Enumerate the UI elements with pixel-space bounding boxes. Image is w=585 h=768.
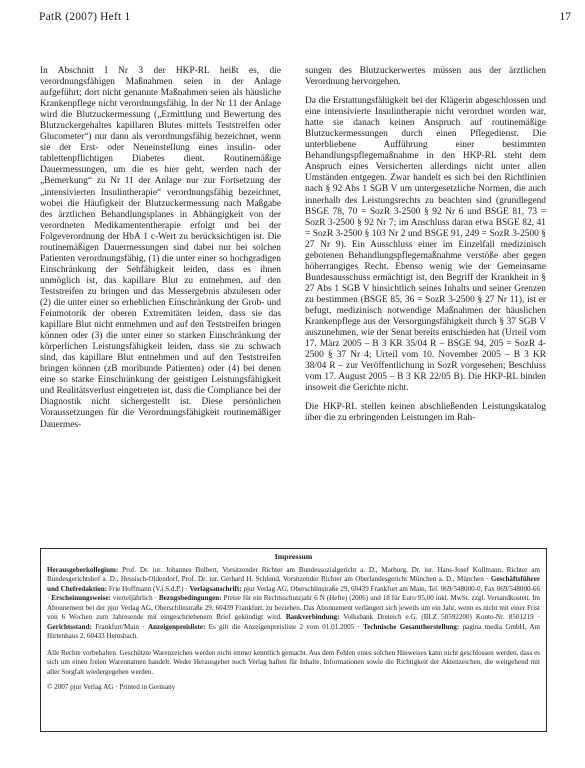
running-header-journal: PatR (2007) Heft 1 xyxy=(39,11,131,23)
imprint-text-ads: Es gilt die Anzeigenpreisliste 2 vom 01.01.2005 · xyxy=(205,622,364,631)
imprint-text-production: pagina media GmbH, Am Hirtenhaus 2, 60433 Hemsbach. xyxy=(47,622,540,641)
imprint-text-terms: Preise für ein Rechtsschutzjahr 6 N (Hefte) (2006) und 18 für Euro 95,00 inkl. MwSt. zzgl. Versandkosten. Im Abonnement bei der pjur Verlag AG, Oberschlinstraße 29, 60439 Frankfurt, zu beziehen. Das Abonnement verlängert sich jeweils um ein Jahr, wenn es nicht mit einer Frist von 6 Wochen zum Jahresende mit eingeschriebenem Brief gekündigt wird. xyxy=(47,594,541,622)
imprint-text-publisher: pjur Verlag AG, Oberschlinstraße 29, 60439 Frankfurt am Main, Tel. 069/548000-0, Fax 069/548000-66 · xyxy=(47,584,541,603)
imprint-details xyxy=(47,566,540,642)
imprint-label-publisher: Verlagsanschrift: xyxy=(189,584,242,593)
imprint-text-office: Frie Hoffmann (V.i.S.d.P.) · xyxy=(107,584,190,593)
imprint-label-ads: Anzeigenpreisliste: xyxy=(147,622,206,631)
imprint-text-editors: Prof. Dr. iur. Johannes Bulbert, Vorsitzender Richter am Bundessozialgericht a. D., Marburg, Dr. iur. Hans-Josef Kollmann, Richter am Bundesgerichtshof a. D., Hessisch-Oldendorf, Prof. Dr. iur. Gerhard H. Schlund, Vorsitzender Richter am Oberlandesgericht München a. D., München · xyxy=(47,566,540,584)
imprint-title: Impressum xyxy=(274,552,313,561)
right-text-column xyxy=(305,66,546,424)
imprint-label-court: Gerichtsstand: xyxy=(47,622,92,631)
imprint-box xyxy=(40,548,547,732)
body-paragraph: sungen des Blutzuckerwertes müssen aus der ärztlichen Verordnung hervorgehen. xyxy=(305,66,546,88)
imprint-copyright: © 2007 pjur Verlag AG · Printed in Germany xyxy=(47,682,176,691)
imprint-label-production: Technische Gesamtherstellung: xyxy=(363,622,460,631)
body-paragraph: Da die Erstattungsfähigkeit bei der Klägerin abgeschlossen und eine intensivierte Insulintherapie nicht verordnet worden war, hatte sie danach keinen Anspruch auf routinemäßige Blutzuckermessungen durch einen Pflegedienst. Die unterbliebene Aufführung einer bestimmten Behandlungspflegemaßnahme in den HKP-RL steht dem Anspruch eines Versicherten allerdings nicht unter allen Umständen entgegen. Zwar handelt es sich bei den Richtlinien nach § 92 Abs 1 SGB V um untergesetzliche Normen, die auch innerhalb des Leistungsrechts zu beachten sind (grundlegend BSGE 78, 70 = SozR 3-2500 § 92 Nr 6 und BSGE 81, 73 = SozR 3-2500 § 92 Nr 7; im Anschluss daran etwa BSGE 82, 41 = SozR 3-2500 § 103 Nr 2 und BSGE 91, 249 = SozR 3-2500 § 27 Nr 9). Ein Ausschluss einer im Einzelfall medizinisch gebotenen Behandlungspflegemaßnahme verstöße aber gegen höherrangiges Recht. Ebenso wenig wie der Gemeinsame Bundesausschuss ermächtigt ist, den Begriff der Krankheit in § 27 Abs 1 SGB V hinsichtlich seines Inhalts und seiner Grenzen zu bestimmen (BSGE 85, 36 = SozR 3-2500 § 27 Nr 11), ist er befugt, medizinisch notwendige Maßnahmen der häuslichen Krankenpflege aus der Versorgungsfähigkeit durch § 37 SGB V auszunehmen, wie der Senat bereits entschieden hat (Urteil vom 17. März 2005 – B 3 KR 35/04 R – BSGE 94, 205 = SozR 4-2500 § 37 Nr 4; Urteil vom 10. November 2005 – B 3 KR 38/04 R – zur Veröffentlichung in SozR vorgesehen; Beschluss vom 17. August 2005 – B 3 KR 22/05 B). Die HKP-RL binden insoweit die Gerichte nicht. xyxy=(305,96,546,394)
body-paragraph: Die HKP-RL stellen keinen abschließenden Leistungskatalog über die zu erbringenden Leistungen im Rah- xyxy=(305,402,546,424)
imprint-legal-notice: Alle Rechte vorbehalten. Geschützte Warenzeichen werden nicht immer kenntlich gemacht. Aus dem Fehlen eines solchen Hinweises kann nicht geschlossen werden, dass es sich um einen freien Warennamen handelt. Weder Herausgeber noch Verlag haften für Inhalte, Informationen sowie die Richtigkeit der Aktenzeichen, die weitgehend mit aller Sorgfalt wiedergegeben werden. xyxy=(47,648,540,676)
imprint-text-court: Frankfurt/Main · xyxy=(91,622,148,631)
imprint-label-office: Geschäftsführer und Chefredaktion: xyxy=(47,575,540,593)
left-text-column xyxy=(40,66,281,431)
imprint-label-bank: Bankverbindung: xyxy=(285,613,340,622)
imprint-text-schedule: vierteljährlich · xyxy=(110,594,159,603)
page-number: 17 xyxy=(559,11,571,23)
imprint-label-schedule: Erscheinungsweise: xyxy=(51,594,111,603)
imprint-label-terms: Bezugsbedingungen: xyxy=(158,594,222,603)
imprint-label-editors: Herausgeberkollegium: xyxy=(47,566,119,574)
body-paragraph: In Abschnitt I Nr 3 der HKP-RL heißt es, die verordnungsfähigen Maßnahmen seien in der Anlage aufgeführt; dort nicht genannte Maßnahmen seien als häusliche Krankenpflege nicht verordnungsfähig. In der Nr 11 der Anlage wird die Blutzuckermessung („Ermittlung und Bewertung des Blutzuckergehaltes kapillaren Blutes mittels Teststreifen oder Glucometer“) nur dann als verordnungsfähig bezeichnet, wenn sie der Erst- oder Neueinstellung eines insulin- oder tablettenpflichtigen Diabetes dient. Routinemäßige Dauermessungen, um die es hier geht, werden nach der „Bemerkung“ zu Nr 11 der Anlage nur zur Fortsetzung der „intensivierten Insulintherapie“ verordnungsfähig bezeichnet, wobei die Häufigkeit der Blutzuckermessung nach Maßgabe des ärztlichen Behandlungsplanes in Abhängigkeit von der verordneten Medikamententherapie erfolgt und bei der Folgeverordnung der HbA 1 c-Wert zu berücksichtigen ist. Die routinemäßigen Dauermessungen sind dabei nur bei solchen Patienten verordnungsfähig, (1) die unter einer so hochgradigen Einschränkung der Sehfähigkeit leiden, dass es ihnen unmöglich ist, das kapillare Blut zu entnehmen, auf den Teststreifen zu bringen und das Messergebnis abzulesen oder (2) die unter einer so erheblichen Einschränkung der Grob- und Feinmotorik der oberen Extremitäten leiden, dass sie das kapillare Blut nicht entnehmen und auf den Teststreifen bringen können oder (3) die unter einer so starken Einschränkung der körperlichen Leistungsfähigkeit leiden, dass sie zu schwach sind, das kapillare Blut entnehmen und auf den Teststreifen bringen können (zB moribunde Patienten) oder (4) bei denen eine so starke Einschränkung der geistigen Leistungsfähigkeit und Realitätsverlust eingetreten ist, dass die Compliance bei der Diagnostik nicht sichergestellt ist. Diese persönlichen Voraussetzungen für die Verordnungsfähigkeit routinemäßiger Dauermes- xyxy=(40,66,281,430)
imprint-text-bank: Volksbank Dreieich e.G. (BLZ 50592200) Konto-Nr. 8501219 · xyxy=(339,613,540,622)
